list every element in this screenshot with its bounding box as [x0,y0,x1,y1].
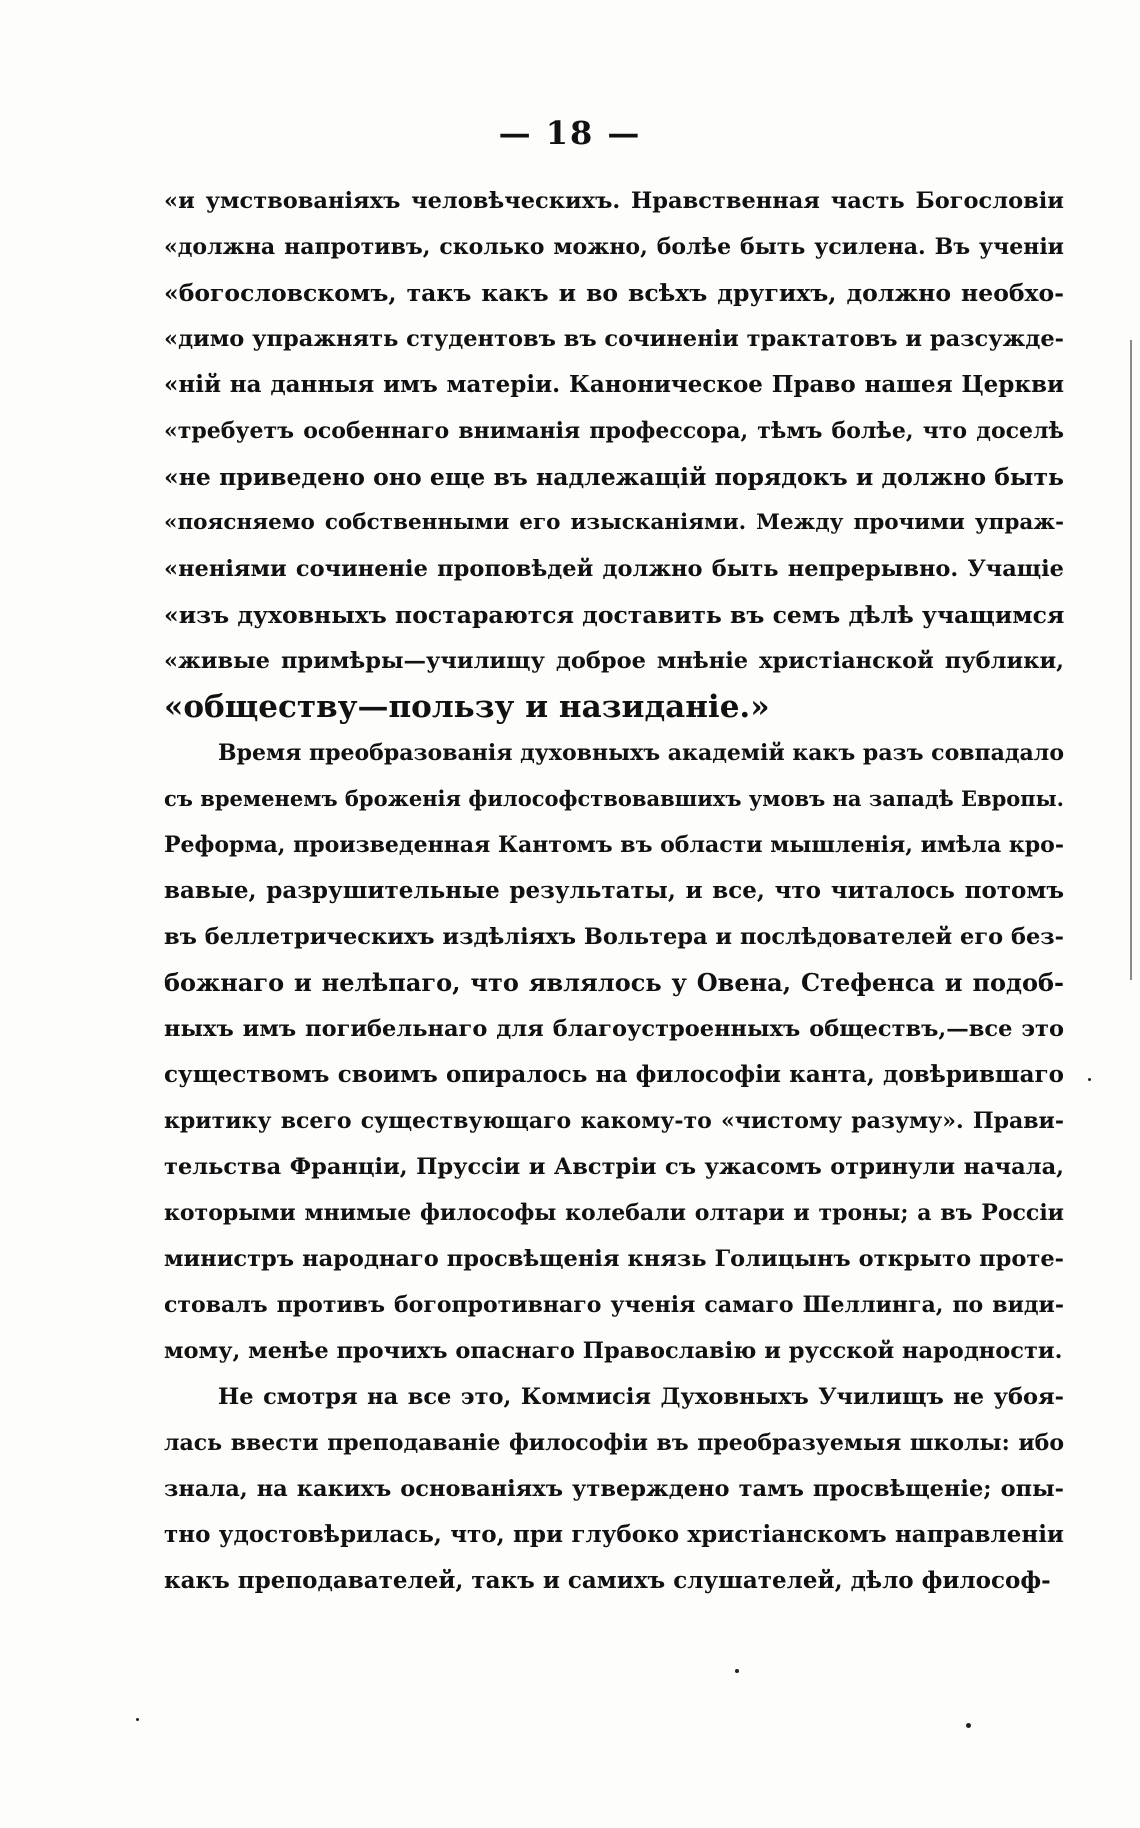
text-line: лась ввести преподаванiе философiи въ преобразуемыя школы: ибо [164,1430,1064,1456]
text-line: тельства Францiи, Пруссiи и Австрiи съ ужасомъ отринули начала, [164,1154,1064,1180]
ink-speck [1088,1078,1091,1081]
ink-speck [136,1718,139,1721]
text-line: «обществу—пользу и назиданiе.» [164,689,770,725]
paragraph-first-line: Время преобразованiя духовныхъ академiй какъ разъ совпадало [218,740,1064,766]
text-line: «изъ духовныхъ постараются доставить въ семъ дѣлѣ учащимся [164,601,1064,629]
text-line: «живые примѣры—училищу доброе мнѣнiе христiанской публики, [164,648,1064,674]
text-line: существомъ своимъ опиралось на философiи канта, довѣрившаго [164,1061,1064,1088]
text-line: въ беллетрическихъ издѣлiяхъ Вольтера и послѣдователей его без- [164,924,1064,950]
ink-speck [966,1723,971,1728]
text-line: критику всего существующаго какому-то «чистому разуму». Прави- [164,1108,1064,1134]
text-line: ныхъ имъ погибельнаго для благоустроенныхъ обществъ,—все это [164,1016,1064,1042]
text-line: знала, на какихъ основанiяхъ утверждено тамъ просвѣщенiе; опы- [164,1476,1064,1502]
text-line: «нiй на данныя имъ матерiи. Каноническое Право нашея Церкви [164,371,1064,398]
text-line: которыми мнимые философы колебали олтари и троны; а въ Россiи [164,1200,1064,1226]
body-text [164,178,1064,1604]
text-line: «димо упражнять студентовъ въ сочиненiи трактатовъ и разсужде- [164,326,1064,352]
text-line: «богословскомъ, такъ какъ и во всѣхъ другихъ, должно необхо- [164,279,1064,307]
text-line: божнаго и нелѣпаго, что являлось у Овена, Стефенса и подоб- [164,968,1064,997]
text-line: «и умствованiяхъ человѣческихъ. Нравственная часть Богословiи [164,188,1064,214]
text-line: стовалъ противъ богопротивнаго ученiя самаго Шеллинга, по види- [164,1292,1064,1318]
text-line: вавые, разрушительные результаты, и все, что читалось потомъ [164,877,1064,904]
text-line: съ временемъ броженiя философствовавшихъ умовъ на западѣ Европы. [164,786,1064,811]
text-line: какъ преподавателей, такъ и самихъ слушателей, дѣло философ- [164,1567,1051,1594]
ink-speck [735,1669,739,1673]
text-line: министръ народнаго просвѣщенiя князь Голицынъ открыто проте- [164,1246,1064,1272]
text-line: «ненiями сочиненiе проповѣдей должно быть непрерывно. Учащiе [164,556,1064,582]
text-line: «не приведено оно еще въ надлежащiй порядокъ и должно быть [164,463,1064,491]
text-line: «поясняемо собственными его изысканiями. Между прочими упраж- [164,510,1064,535]
text-line: тно удостовѣрилась, что, при глубоко христiанскомъ направленiи [164,1521,1064,1548]
text-line: «требуетъ особеннаго вниманiя профессора, тѣмъ болѣе, что доселѣ [164,418,1064,444]
paragraph-first-line: Не смотря на все это, Коммисiя Духовныхъ Училищъ не убоя- [218,1384,1064,1410]
text-line: Реформа, произведенная Кантомъ въ области мышленiя, имѣла кро- [164,832,1064,858]
text-line: «должна напротивъ, сколько можно, болѣе быть усилена. Въ ученiи [164,234,1064,260]
text-line: мому, менѣе прочихъ опаснаго Православiю и русской народности. [164,1338,1063,1364]
scan-edge-shadow [1130,340,1132,980]
page-number: — 18 — [498,114,642,152]
